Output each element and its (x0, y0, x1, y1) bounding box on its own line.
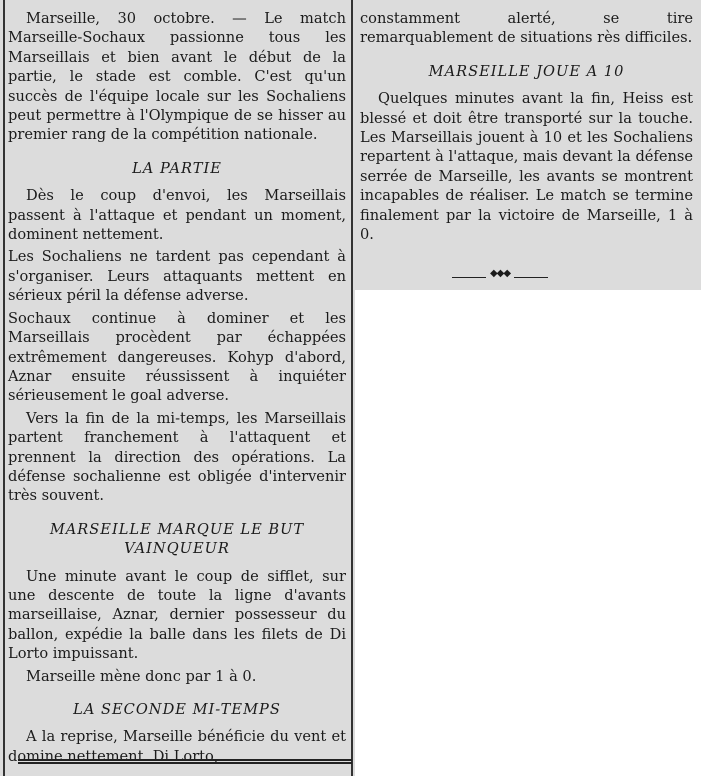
heading-marseille-marque: MARSEILLE MARQUE LE BUT VAINQUEUR (49, 520, 305, 558)
heading-la-partie: LA PARTIE (132, 159, 222, 177)
paragraph: Les Sochaliens ne tardent pas cependant à s'organiser. Leurs attaquants mettent en sérieux péril la défense adverse. (8, 248, 346, 305)
paragraph: Vers la fin de la mi-temps, les Marseillais partent franchement à l'attaquent et prennent la direction des opérations. La défense sochalienne est obligée d'intervenir très souvent. (8, 409, 346, 505)
paragraph: Quelques minutes avant la fin, Heiss est blessé et doit être transporté sur la touche. Les Marseillais jouent à 10 et les Sochaliens repartent à l'attaque, mais devant la défense serrée de Marseille, les avants se montrent incapables de réaliser. Le match se termine finalement par la victoire de Marseille, 1 à 0. (360, 90, 693, 244)
heading-seconde-mi-temps: LA SECONDE MI-TEMPS (73, 701, 281, 718)
paragraph: A la reprise, Marseille bénéficie du vent et domine nettement. Di Lorto, (8, 728, 346, 765)
ornament-diamonds-icon: ◆◆◆ (489, 268, 511, 279)
intro-paragraph: Marseille, 30 octobre. — Le match Marseille-Sochaux passionne tous les Marseillais et bien avant le début de la partie, le stade est comble. C'est qu'un succès de l'équipe locale sur les Sochaliens peut permettre à l'Olympique de se hisser au premier rang de la compétition nationale. (8, 10, 346, 144)
article-column-2 (360, 9, 693, 247)
bottom-double-rule (18, 759, 352, 764)
column-divider (351, 0, 353, 776)
ornamental-separator (452, 268, 548, 282)
paragraph: Dès le coup d'envoi, les Marseillais passent à l'attaque et pendant un moment, dominent nettement. (8, 187, 346, 244)
article-column-1 (8, 9, 346, 769)
heading-marseille-joue-a-10: MARSEILLE JOUE A 10 (428, 62, 625, 80)
paragraph: constamment alerté, se tire remarquablement de situations rès difficiles. (360, 10, 693, 47)
left-edge-rule (3, 0, 5, 776)
paragraph: Marseille mène donc par 1 à 0. (26, 667, 257, 685)
paragraph: Une minute avant le coup de sifflet, sur une descente de toute la ligne d'avants marseillaise, Aznar, dernier possesseur du ballon, expédie la balle dans les filets de Di Lorto impuissant. (8, 567, 346, 663)
paragraph: Sochaux continue à dominer et les Marseillais procèdent par échappées extrêmement dangereuses. Kohyp d'abord, Aznar ensuite réussissent à inquiéter sérieusement le goal adverse. (8, 309, 346, 405)
